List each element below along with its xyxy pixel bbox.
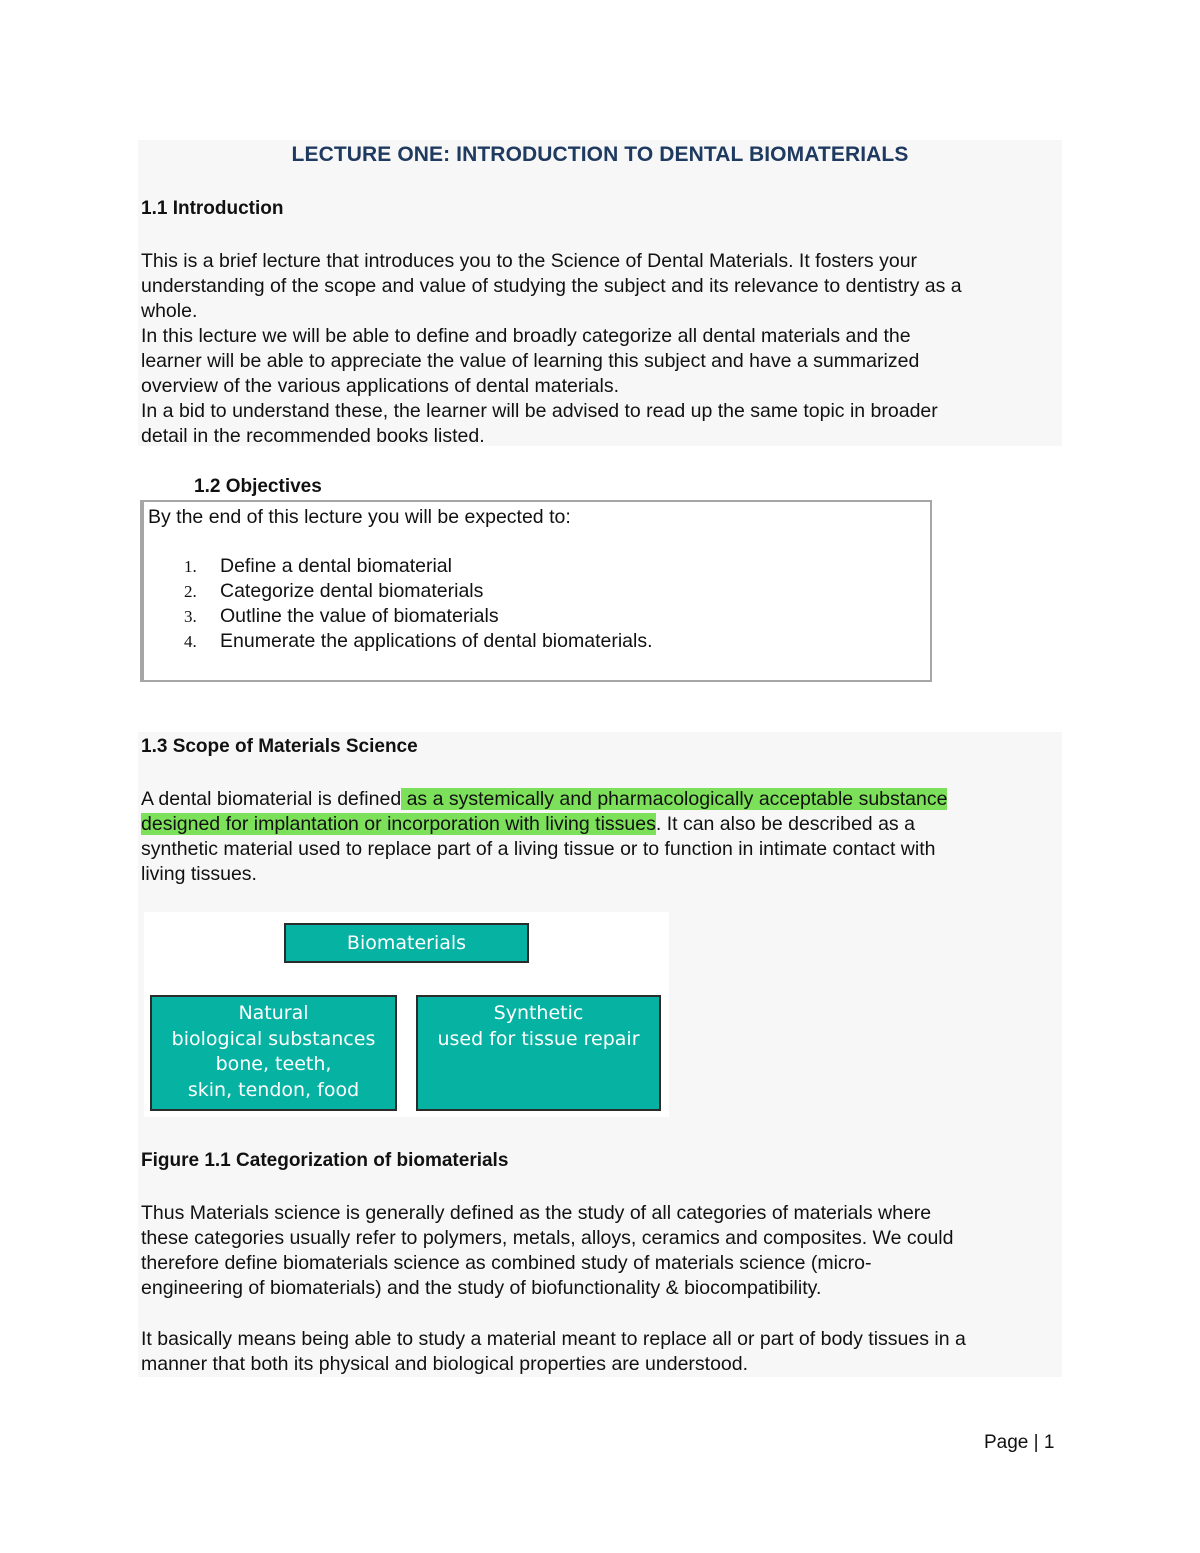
intro-heading: 1.1 Introduction	[141, 198, 284, 219]
intro-line: detail in the recommended books listed.	[141, 425, 485, 447]
list-item: 3. Outline the value of biomaterials	[184, 605, 499, 627]
highlighted-text: as a systemically and pharmacologically acceptable substance	[401, 788, 948, 810]
scope-line: manner that both its physical and biological properties are understood.	[141, 1353, 749, 1375]
diagram-natural-box: Natural biological substances bone, teeth, skin, tendon, food	[150, 995, 397, 1111]
list-item: 4. Enumerate the applications of dental biomaterials.	[184, 630, 653, 652]
intro-line: In a bid to understand these, the learner will be advised to read up the same topic in broader	[141, 400, 938, 422]
page-title: LECTURE ONE: INTRODUCTION TO DENTAL BIOMATERIALS	[291, 143, 909, 166]
highlighted-text: designed for implantation or incorporation with living tissues	[141, 813, 656, 835]
page-number: 1	[1043, 1432, 1055, 1453]
scope-line: synthetic material used to replace part of a living tissue or to function in intimate contact with	[141, 838, 936, 860]
diagram-synthetic-box: Synthetic used for tissue repair	[416, 995, 661, 1111]
intro-line: whole.	[141, 300, 198, 322]
page-label: Page	[984, 1432, 1029, 1453]
page-footer	[984, 1432, 1054, 1454]
intro-line: This is a brief lecture that introduces you to the Science of Dental Materials. It fosters your	[141, 250, 918, 272]
intro-body	[141, 249, 1061, 449]
scope-line: designed for implantation or incorporation with living tissues. It can also be described as a	[141, 813, 915, 835]
biomaterials-diagram	[144, 912, 669, 1117]
objectives-heading: 1.2 Objectives	[194, 476, 322, 497]
objectives-lead: By the end of this lecture you will be expected to:	[148, 506, 571, 528]
list-item: 2. Categorize dental biomaterials	[184, 580, 484, 602]
scope-line: A dental biomaterial is defined as a systemically and pharmacologically acceptable substance	[141, 788, 948, 810]
figure-caption: Figure 1.1 Categorization of biomaterials	[141, 1150, 509, 1171]
scope-paragraph-3	[141, 1327, 1061, 1377]
objectives-list	[184, 554, 653, 654]
intro-line: learner will be able to appreciate the value of learning this subject and have a summarized	[141, 350, 920, 372]
scope-paragraph-2	[141, 1201, 1061, 1301]
intro-line: overview of the various applications of dental materials.	[141, 375, 619, 397]
scope-line: Thus Materials science is generally defined as the study of all categories of materials where	[141, 1202, 932, 1224]
page-separator: |	[1033, 1432, 1039, 1453]
scope-definition	[141, 787, 1061, 887]
diagram-root-box: Biomaterials	[284, 923, 529, 963]
objectives-box	[140, 500, 932, 682]
scope-line: It basically means being able to study a material meant to replace all or part of body tissues in a	[141, 1328, 966, 1350]
scope-heading: 1.3 Scope of Materials Science	[141, 736, 418, 757]
scope-line: these categories usually refer to polymers, metals, alloys, ceramics and composites. We could	[141, 1227, 954, 1249]
intro-line: understanding of the scope and value of studying the subject and its relevance to dentistry as a	[141, 275, 962, 297]
intro-line: In this lecture we will be able to define and broadly categorize all dental materials and the	[141, 325, 911, 347]
scope-line: engineering of biomaterials) and the study of biofunctionality & biocompatibility.	[141, 1277, 822, 1299]
scope-line: living tissues.	[141, 863, 257, 885]
scope-line: therefore define biomaterials science as combined study of materials science (micro-	[141, 1252, 872, 1274]
list-item: 1. Define a dental biomaterial	[184, 555, 452, 577]
